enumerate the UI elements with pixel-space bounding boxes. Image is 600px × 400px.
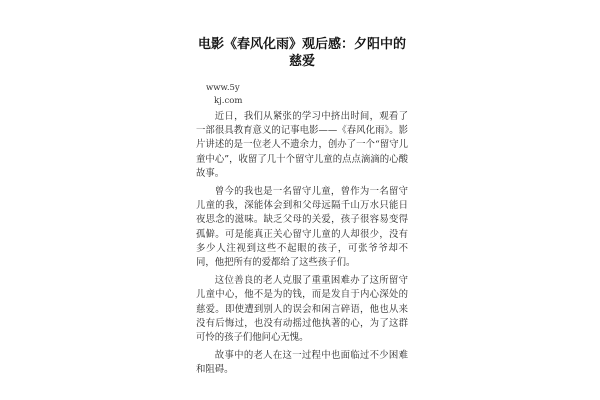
- source-url-part-1: www.5y: [206, 83, 240, 93]
- paragraph-2: 曾今的我也是一名留守儿童，曾作为一名留守儿童的我，深能体会到和父母远隔千山万水只能日夜思念的滋味。缺乏父母的关爱，孩子很容易变得孤僻。可是能真正关心留守儿童的人却很少，没有多少人注视到这些不起眼的孩子，可张爷爷却不同，他把所有的爱都给了这些孩子们。: [196, 186, 408, 269]
- document-title: 电影《春风化雨》观后感：夕阳中的慈爱: [197, 37, 406, 69]
- paragraph-3: 这位善良的老人克服了重重困难办了这所留守儿童中心，他不是为的钱，而是发自于内心深处的慈爱。即使遭到别人的误会和闲言碎语，他也从来没有后悔过，也没有动摇过他执著的心，为了这群可怜的孩子们他问心无愧。: [196, 275, 408, 344]
- paragraph-4: 故事中的老人在这一过程中也面临过不少困难和阻碍。: [196, 350, 408, 376]
- document-page: [196, 36, 408, 382]
- paragraph-1: 近日，我们从紧张的学习中挤出时间，观看了一部很具教育意义的记事电影——《春风化雨》。影片讲述的是一位老人不遗余力，创办了一个“留守儿童中心”，收留了几十个留守儿童的点点滴滴的心酸故事。: [196, 111, 408, 179]
- source-url-part-2: kj.com: [214, 96, 243, 106]
